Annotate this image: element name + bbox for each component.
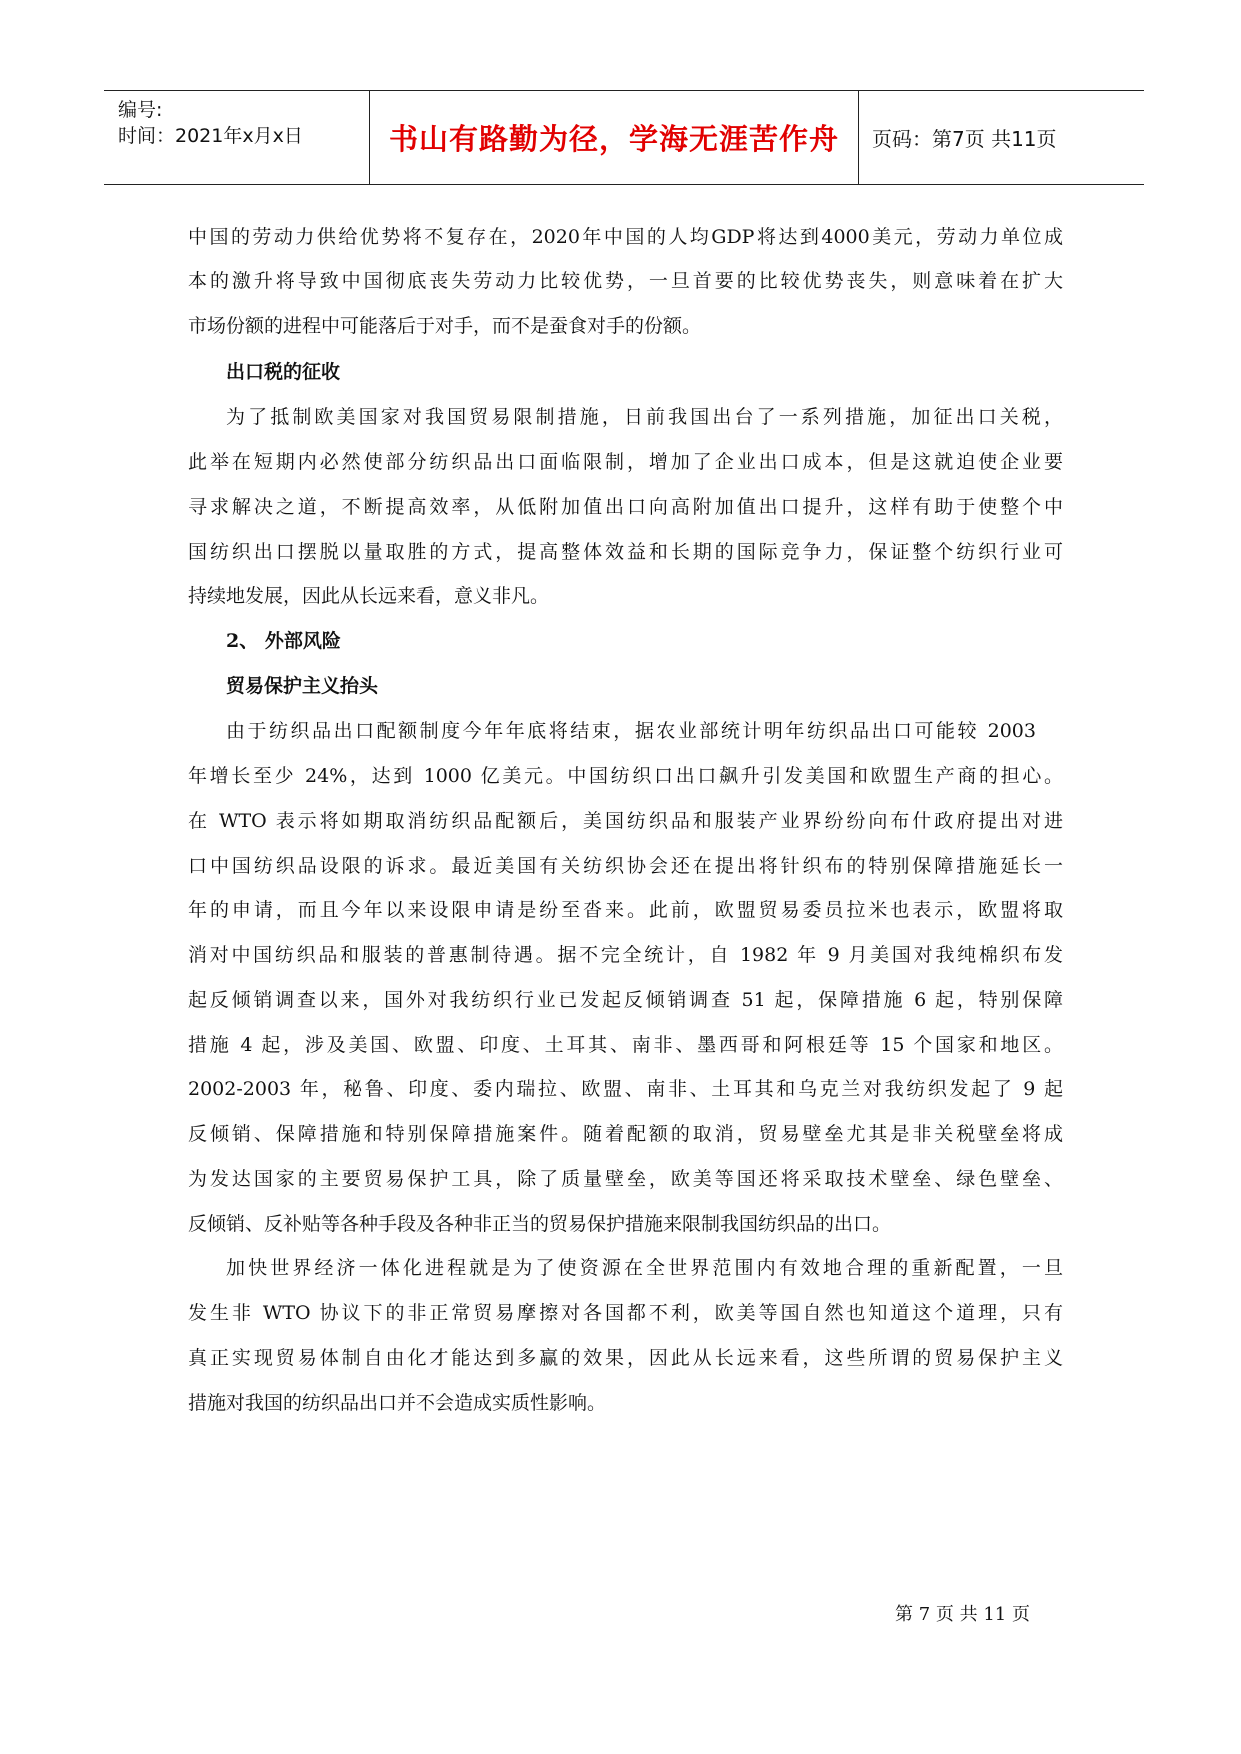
section-heading: 2、 外部风险 bbox=[226, 630, 341, 652]
body-line: 口中国纺织品设限的诉求。最近美国有关纺织协会还在提出将针织布的特别保障措施延长一 bbox=[188, 855, 1063, 877]
body-line: 由于纺织品出口配额制度今年年底将结束，据农业部统计明年纺织品出口可能较 2003 bbox=[226, 720, 1036, 742]
body-line: 国纺织出口摆脱以量取胜的方式，提高整体效益和长期的国际竞争力，保证整个纺织行业可 bbox=[188, 541, 1063, 563]
body-line: 发生非 WTO 协议下的非正常贸易摩擦对各国都不利，欧美等国自然也知道这个道理，只有 bbox=[188, 1302, 1063, 1324]
body-line: 反倾销、反补贴等各种手段及各种非正当的贸易保护措施来限制我国纺织品的出口。 bbox=[188, 1213, 892, 1235]
body-line: 措施 4 起，涉及美国、欧盟、印度、土耳其、南非、墨西哥和阿根廷等 15 个国家和地区。 bbox=[188, 1034, 1063, 1056]
body-line: 年的申请，而且今年以来设限申请是纷至沓来。此前，欧盟贸易委员拉米也表示，欧盟将取 bbox=[188, 899, 1063, 921]
body-line: 起反倾销调查以来，国外对我纺织行业已发起反倾销调查 51 起，保障措施 6 起，特别保障 bbox=[188, 989, 1063, 1011]
header-divider bbox=[858, 91, 859, 184]
body-line: 市场份额的进程中可能落后于对手，而不是蚕食对手的份额。 bbox=[188, 315, 702, 337]
page-footer: 第 7 页 共 11 页 bbox=[895, 1604, 1030, 1625]
body-line: 此举在短期内必然使部分纺织品出口面临限制，增加了企业出口成本，但是这就迫使企业要 bbox=[188, 451, 1063, 473]
header-divider bbox=[369, 91, 370, 184]
header-meta bbox=[118, 91, 368, 184]
body-line: 持续地发展，因此从长远来看，意义非凡。 bbox=[188, 585, 550, 607]
body-line: 消对中国纺织品和服装的普惠制待遇。据不完全统计，自 1982 年 9 月美国对我纯棉织布发 bbox=[188, 944, 1063, 966]
section-heading: 出口税的征收 bbox=[226, 361, 341, 383]
body-line: 真正实现贸易体制自由化才能达到多赢的效果，因此从长远来看，这些所谓的贸易保护主义 bbox=[188, 1347, 1063, 1369]
document-number-label: 编号: bbox=[118, 99, 163, 121]
body-line: 为了抵制欧美国家对我国贸易限制措施，日前我国出台了一系列措施，加征出口关税， bbox=[226, 406, 1063, 428]
body-line: 反倾销、保障措施和特别保障措施案件。随着配额的取消，贸易壁垒尤其是非关税壁垒将成 bbox=[188, 1123, 1063, 1145]
body-line: 在 WTO 表示将如期取消纺织品配额后，美国纺织品和服装产业界纷纷向布什政府提出对进 bbox=[188, 810, 1063, 832]
body-line: 措施对我国的纺织品出口并不会造成实质性影响。 bbox=[188, 1392, 607, 1414]
body-line: 2002-2003 年，秘鲁、印度、委内瑞拉、欧盟、南非、土耳其和乌克兰对我纺织发起了 9 起 bbox=[188, 1078, 1063, 1100]
body-line: 本的激升将导致中国彻底丧失劳动力比较优势，一旦首要的比较优势丧失，则意味着在扩大 bbox=[188, 270, 1063, 292]
page-header bbox=[104, 90, 1144, 185]
body-line: 年增长至少 24%，达到 1000 亿美元。中国纺织口出口飙升引发美国和欧盟生产商的担心。 bbox=[188, 765, 1063, 787]
body-line: 为发达国家的主要贸易保护工具，除了质量壁垒，欧美等国还将采取技术壁垒、绿色壁垒、 bbox=[188, 1168, 1063, 1190]
header-page-number: 页码：第7页 共11页 bbox=[872, 127, 1057, 151]
section-heading: 贸易保护主义抬头 bbox=[226, 675, 379, 697]
header-motto: 书山有路勤为径，学海无涯苦作舟 bbox=[388, 122, 839, 156]
body-line: 加快世界经济一体化进程就是为了使资源在全世界范围内有效地合理的重新配置，一旦 bbox=[226, 1257, 1063, 1279]
document-date: 时间：2021年x月x日 bbox=[118, 125, 303, 147]
body-line: 中国的劳动力供给优势将不复存在，2020年中国的人均GDP将达到4000美元，劳动力单位成 bbox=[188, 226, 1063, 248]
body-line: 寻求解决之道，不断提高效率，从低附加值出口向高附加值出口提升，这样有助于使整个中 bbox=[188, 496, 1063, 518]
